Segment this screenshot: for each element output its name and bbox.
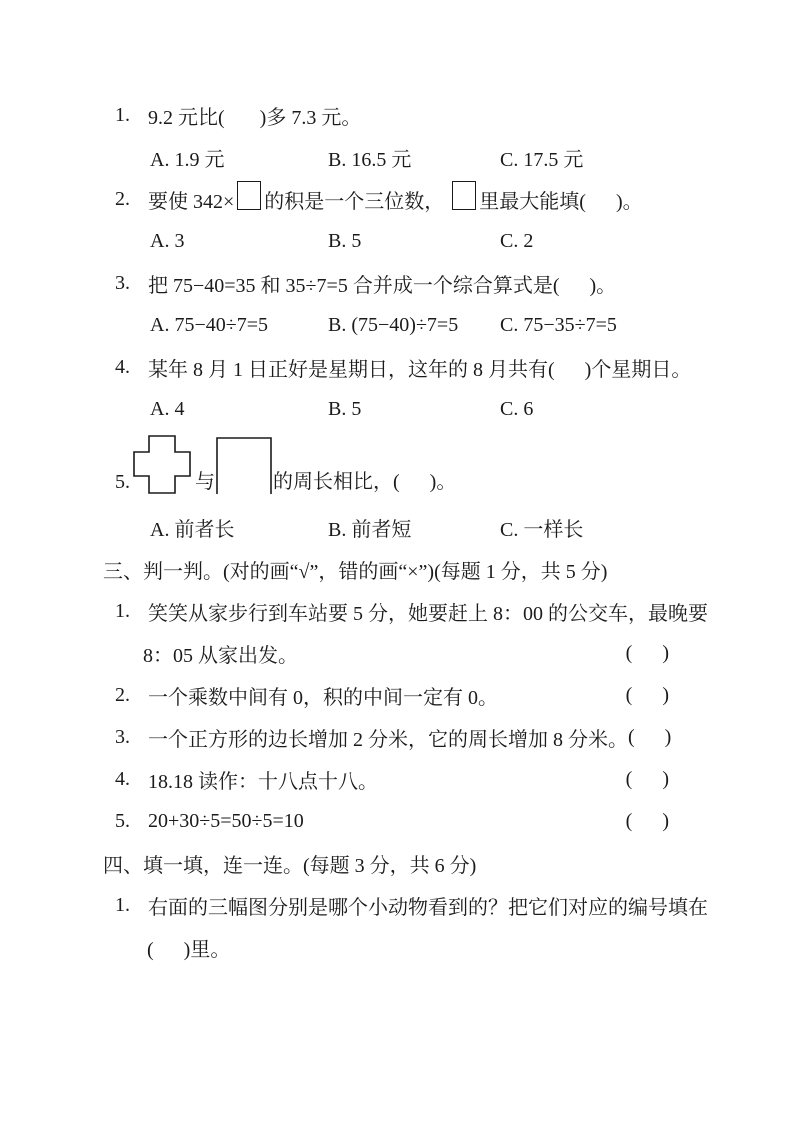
section-title: 四、填一填，连一连。(每题 3 分，共 6 分) (103, 854, 477, 877)
choice-question-4 (103, 346, 695, 388)
option-a: A. 75−40÷7=5 (150, 313, 268, 336)
empty-answer-box (452, 181, 476, 210)
question-text: 一个正方形的边长增加 2 分米，它的周长增加 8 分米。 (148, 728, 628, 751)
section-title: 三、判一判。(对的画“√”，错的画“×”)(每题 1 分，共 5 分) (103, 560, 608, 583)
plus-cross-shape-icon (133, 435, 191, 494)
option-c: C. 6 (500, 397, 534, 420)
judge-question-1-line-2 (103, 632, 695, 674)
choice-question-1 (103, 94, 695, 136)
question-text: 一个乘数中间有 0，积的中间一定有 0。 (148, 686, 498, 709)
question-number: 1. (115, 599, 130, 622)
option-c: C. 75−35÷7=5 (500, 313, 617, 336)
question-text: 右面的三幅图分别是哪个小动物看到的？把它们对应的编号填在 (148, 896, 708, 919)
judge-section-header (103, 548, 695, 590)
judge-question-2 (103, 674, 695, 716)
question-text: 的积是一个三位数， (264, 190, 450, 213)
option-c: C. 2 (500, 229, 534, 252)
option-a: A. 1.9 元 (150, 148, 225, 171)
question-number: 1. (115, 893, 130, 916)
option-b: B. 前者短 (328, 518, 412, 541)
question-text: 18.18 读作：十八点十八。 (148, 770, 378, 793)
question-text: 要使 342× (148, 190, 235, 213)
judge-question-4 (103, 758, 695, 800)
option-b: B. 5 (328, 229, 362, 252)
answer-paren: ( ) (628, 725, 672, 748)
question-text: 把 75−40=35 和 35÷7=5 合并成一个综合算式是( )。 (148, 274, 617, 297)
option-b: B. 5 (328, 397, 362, 420)
question-text: ( )里。 (147, 938, 231, 961)
judge-question-5 (103, 800, 695, 842)
question-text: 20+30÷5=50÷5=10 (148, 809, 304, 832)
judge-question-1-line-1 (103, 590, 708, 632)
question-number: 3. (115, 725, 130, 748)
choice-question-3-options (103, 304, 695, 346)
question-number: 1. (115, 103, 130, 126)
question-text: 笑笑从家步行到车站要 5 分，她要赶上 8：00 的公交车，最晚要 (148, 602, 708, 625)
choice-question-1-options (103, 136, 695, 178)
choice-question-3 (103, 262, 695, 304)
option-a: A. 3 (150, 229, 185, 252)
option-a: A. 4 (150, 397, 185, 420)
question-number: 5. (115, 809, 130, 832)
question-text: 9.2 元比( )多 7.3 元。 (148, 106, 362, 129)
choice-question-2 (103, 178, 695, 220)
empty-answer-box (237, 181, 261, 210)
answer-paren: ( ) (625, 767, 669, 790)
option-c: C. 17.5 元 (500, 148, 584, 171)
answer-paren: ( ) (625, 809, 669, 832)
fill-question-1-line-1 (103, 884, 708, 926)
question-text: 与 (195, 471, 215, 493)
answer-paren: ( ) (625, 683, 669, 706)
open-bottom-rectangle-shape-icon (216, 437, 272, 494)
choice-question-2-options (103, 220, 695, 262)
question-text: 某年 8 月 1 日正好是星期日，这年的 8 月共有( )个星期日。 (148, 358, 692, 381)
judge-question-3 (103, 716, 695, 758)
fill-section-header (103, 842, 695, 884)
question-text: 的周长相比，( )。 (273, 471, 457, 493)
question-number: 3. (115, 271, 130, 294)
fill-question-1-line-2 (103, 926, 695, 968)
question-number: 2. (115, 683, 130, 706)
option-b: B. 16.5 元 (328, 148, 412, 171)
choice-question-5 (103, 430, 695, 494)
question-number: 4. (115, 355, 130, 378)
question-number: 4. (115, 767, 130, 790)
answer-paren: ( ) (625, 641, 669, 664)
option-b: B. (75−40)÷7=5 (328, 313, 459, 336)
question-text: 里最大能填( )。 (479, 190, 643, 213)
choice-question-4-options (103, 388, 695, 430)
choice-question-5-options (103, 506, 695, 548)
question-number: 5. (115, 471, 130, 493)
option-a: A. 前者长 (150, 518, 235, 541)
question-number: 2. (115, 187, 130, 210)
option-c: C. 一样长 (500, 518, 584, 541)
question-text: 8：05 从家出发。 (143, 644, 298, 667)
